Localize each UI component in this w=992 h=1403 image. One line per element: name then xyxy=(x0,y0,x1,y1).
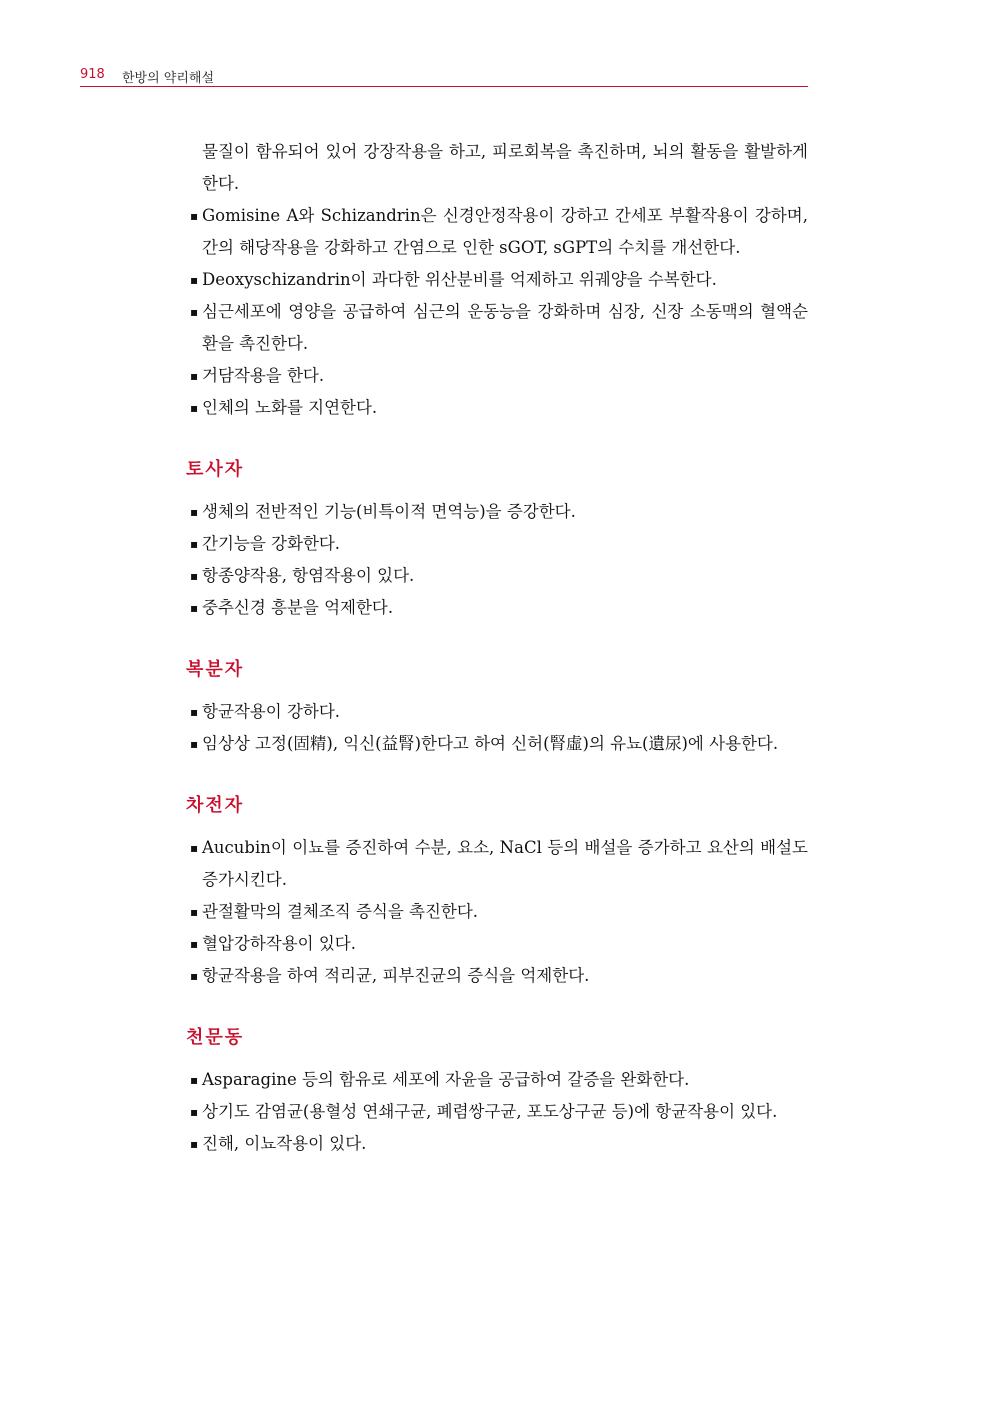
bullet-icon: ▪ xyxy=(190,737,199,751)
list-item-text: 생체의 전반적인 기능(비특이적 면역능)을 증강한다. xyxy=(202,502,576,521)
list-item xyxy=(186,560,808,592)
list-item-text: Aucubin이 이뇨를 증진하여 수분, 요소, NaCl 등의 배설을 증가하고 요산의 배설도 증가시킨다. xyxy=(202,838,808,889)
bullet-icon: ▪ xyxy=(190,1073,199,1087)
list-item-text: 상기도 감염균(용혈성 연쇄구균, 폐렴쌍구균, 포도상구균 등)에 항균작용이 있다. xyxy=(202,1102,778,1121)
bullet-icon: ▪ xyxy=(190,1137,199,1151)
list-item xyxy=(186,392,808,424)
list-item-text: 인체의 노화를 지연한다. xyxy=(202,398,378,417)
bullet-icon: ▪ xyxy=(190,273,199,287)
list-item xyxy=(186,592,808,624)
sections xyxy=(186,458,808,1160)
list-item-text: 혈압강하작용이 있다. xyxy=(202,934,356,953)
page-content xyxy=(186,136,808,1160)
list-item xyxy=(186,296,808,360)
list-item-text: 항균작용이 강하다. xyxy=(202,702,341,721)
list-item xyxy=(186,728,808,760)
list-item-text: 간기능을 강화한다. xyxy=(202,534,341,553)
list-item xyxy=(186,1096,808,1128)
section xyxy=(186,658,808,760)
page-number: 918 xyxy=(80,67,105,82)
section xyxy=(186,1026,808,1160)
bullet-icon: ▪ xyxy=(190,305,199,319)
list-item xyxy=(186,264,808,296)
bullet-icon: ▪ xyxy=(190,1105,199,1119)
section-heading: 복분자 xyxy=(186,659,245,680)
list-item-text: Asparagine 등의 함유로 세포에 자윤을 공급하여 갈증을 완화한다. xyxy=(202,1070,690,1089)
bullet-icon: ▪ xyxy=(190,841,199,855)
list-item-text: 항균작용을 하여 적리균, 피부진균의 증식을 억제한다. xyxy=(202,966,590,985)
list-item-text: 임상상 고정(固精), 익신(益腎)한다고 하여 신허(腎虛)의 유뇨(遺尿)에 사용한다. xyxy=(202,734,779,753)
section-heading: 차전자 xyxy=(186,795,245,816)
bullet-icon: ▪ xyxy=(190,537,199,551)
list-item-text: 거담작용을 한다. xyxy=(202,366,325,385)
list-item xyxy=(186,928,808,960)
bullet-icon: ▪ xyxy=(190,209,199,223)
list-item xyxy=(186,1128,808,1160)
continuation-paragraph: 물질이 함유되어 있어 강장작용을 하고, 피로회복을 촉진하며, 뇌의 활동을 활발하게 한다. xyxy=(202,142,808,193)
bullet-icon: ▪ xyxy=(190,937,199,951)
list-item-text: 심근세포에 영양을 공급하여 심근의 운동능을 강화하며 심장, 신장 소동맥의 혈액순환을 촉진한다. xyxy=(202,302,808,353)
list-item xyxy=(186,832,808,896)
bullet-icon: ▪ xyxy=(190,369,199,383)
list-item-text: 관절활막의 결체조직 증식을 촉진한다. xyxy=(202,902,479,921)
list-item xyxy=(186,200,808,264)
bullet-icon: ▪ xyxy=(190,569,199,583)
list-item xyxy=(186,496,808,528)
section xyxy=(186,458,808,624)
list-item xyxy=(186,696,808,728)
list-item xyxy=(186,896,808,928)
list-item-text: 진해, 이뇨작용이 있다. xyxy=(202,1134,367,1153)
list-item xyxy=(186,360,808,392)
bullet-icon: ▪ xyxy=(190,401,199,415)
list-item xyxy=(186,1064,808,1096)
section-heading: 토사자 xyxy=(186,459,245,480)
intro-list xyxy=(186,200,808,424)
bullet-icon: ▪ xyxy=(190,969,199,983)
list-item-text: Deoxyschizandrin이 과다한 위산분비를 억제하고 위궤양을 수복한다. xyxy=(202,270,717,289)
page-header xyxy=(80,64,808,87)
list-item-text: 항종양작용, 항염작용이 있다. xyxy=(202,566,415,585)
bullet-icon: ▪ xyxy=(190,505,199,519)
list-item xyxy=(186,528,808,560)
bullet-icon: ▪ xyxy=(190,705,199,719)
list-item-text: Gomisine A와 Schizandrin은 신경안정작용이 강하고 간세포 부활작용이 강하며, 간의 해당작용을 강화하고 간염으로 인한 sGOT, sGPT의 수치를 개선한다. xyxy=(202,206,808,257)
section-heading: 천문동 xyxy=(186,1027,245,1048)
bullet-icon: ▪ xyxy=(190,905,199,919)
list-item xyxy=(186,960,808,992)
bullet-icon: ▪ xyxy=(190,601,199,615)
section xyxy=(186,794,808,992)
list-item-text: 중추신경 흥분을 억제한다. xyxy=(202,598,394,617)
book-title: 한방의 약리해설 xyxy=(122,71,215,86)
